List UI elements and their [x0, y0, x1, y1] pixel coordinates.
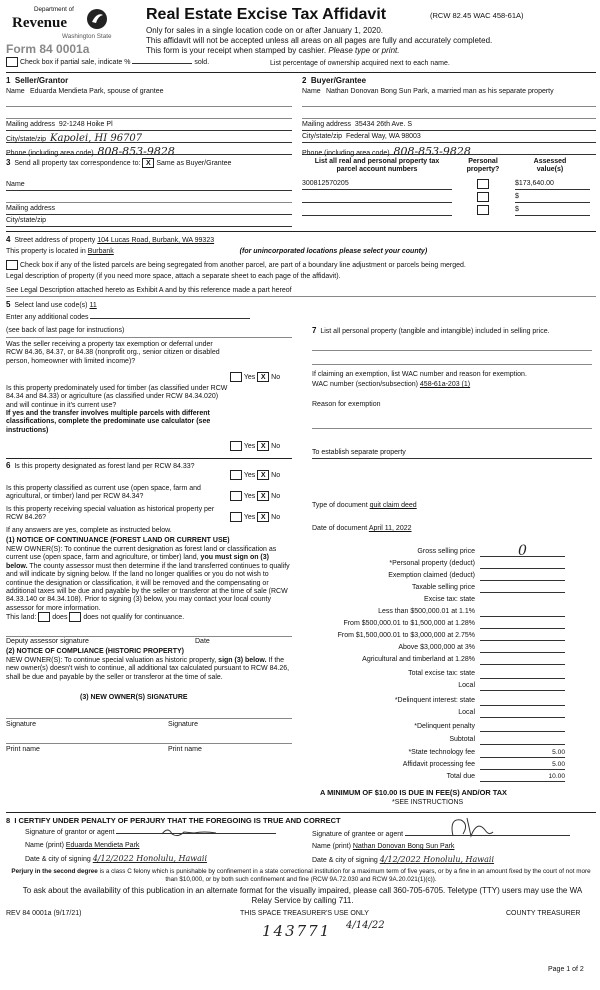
sec4-segregated: Check box if any of the listed parcels are being segregated from another parcel, are part of a boundary line adjustment or parcels being merged. [6, 260, 596, 270]
owner-signature-2[interactable]: Signature [168, 721, 198, 728]
does-checkbox[interactable] [38, 612, 50, 622]
sec5-code: 5 Select land use code(s) 11 [6, 300, 97, 309]
sec6-q2-yn: Yes X No [230, 491, 280, 501]
grantor-signature-mark [160, 826, 220, 838]
sec3-city[interactable]: City/state/zip [6, 217, 292, 227]
treasurer-stamp: 143771 [262, 922, 332, 940]
doc-date: Date of document April 11, 2022 [312, 525, 412, 532]
notice-1-heading: (1) NOTICE OF CONTINUANCE (FOREST LAND OR CURRENT USE) [6, 537, 230, 544]
form-rcw: (RCW 82.45 WAC 458-61A) [430, 11, 524, 20]
historic-no-checkbox[interactable]: X [257, 512, 269, 522]
sec7-exempt: If claiming an exemption, list WAC number and reason for exemption. [312, 371, 527, 378]
doc-date-value[interactable]: April 11, 2022 [368, 525, 412, 532]
seller-heading: 1 Seller/Grantor [6, 76, 69, 85]
fee-tier-3-val[interactable] [480, 632, 565, 641]
owner-print-1[interactable]: Print name [6, 746, 40, 753]
q1-no-checkbox[interactable]: X [257, 372, 269, 382]
fee-tier-2: From $500,000.01 to $1,500,000 at 1.28% [343, 620, 475, 627]
personal-header: Personal property? [466, 158, 500, 174]
page-number: Page 1 of 2 [548, 966, 584, 973]
sec5-see: (see back of last page for instructions) [6, 327, 125, 334]
seller-phone: Phone (including area code) 808-853-9828 [6, 145, 292, 155]
sec4-located: This property is located in Burbank (for unincorporated locations please select your county) [6, 248, 428, 255]
fee-exemption-val[interactable] [480, 572, 565, 581]
fee-tier-5: Agricultural and timberland at 1.28% [362, 656, 475, 663]
q2-no-checkbox[interactable]: X [257, 441, 269, 451]
revenue-swoosh-icon [86, 8, 108, 30]
fee-total-val[interactable]: 10.00 [480, 773, 565, 782]
fee-total-state-val[interactable] [480, 670, 565, 679]
sec6-q3: Is this property receiving special valuation as historical property per RCW 84.26? [6, 506, 215, 522]
fee-tech-val[interactable]: 5.00 [480, 749, 565, 758]
owner-signature-1[interactable]: Signature [6, 721, 36, 728]
deputy-signature-label[interactable]: Deputy assessor signature [6, 638, 89, 645]
assessed-value[interactable]: $173,640.00 [515, 180, 590, 190]
sec7-wac: WAC number (section/subsection) 458-61a-203 (1) [312, 381, 471, 388]
partial-sale: Check box if partial sale, indicate % sold. [6, 57, 209, 67]
current-use-yes-checkbox[interactable] [230, 491, 242, 501]
form-number: Form 84 0001a [6, 42, 90, 56]
exemption-reason[interactable]: To establish separate property [312, 449, 592, 459]
fee-personal-val[interactable] [480, 560, 565, 569]
form-title: Real Estate Excise Tax Affidavit [146, 6, 387, 23]
grantee-date-value[interactable]: 4/12/2022 Honolulu, Hawaii [379, 855, 495, 864]
grantee-signature: Signature of grantee or agent [312, 831, 570, 839]
buyer-heading: 2 Buyer/Grantee [302, 76, 367, 85]
certify-heading: 8 I CERTIFY UNDER PENALTY OF PERJURY THAT THE FOREGOING IS TRUE AND CORRECT [6, 816, 341, 825]
segregated-checkbox[interactable] [6, 260, 18, 270]
fee-tier-4-val[interactable] [480, 644, 565, 653]
logo-state: Washington State [62, 33, 112, 40]
notice-1-text: NEW OWNER(S): To continue the current designation as forest land or classification as current use (open space, farm and agriculture, or timber) land, you must sign on (3) below. The county assessor must then determine if the land transferred continues to qualify and will indicate by signing below. If the land no longer qualifies or you do not wish to continue the designation or classification, it will be removed and the compensating or additional taxes will be due and payable by the seller or transferor at the time of sale (RCW 84.33.140 or 84.34.108). Prior to signing (3) below, you may contact your local county assessor for more information. [6, 546, 290, 612]
wac-number[interactable]: 458-61a-203 (1) [419, 381, 471, 388]
grantor-signature: Signature of grantor or agent [25, 829, 276, 837]
fee-excise-state: Excise tax: state [424, 596, 475, 603]
fee-personal: *Personal property (deduct) [389, 560, 475, 567]
fee-tier-2-val[interactable] [480, 620, 565, 629]
buyer-phone: Phone (including area code) 808-853-9828 [302, 145, 596, 155]
list-percentage: List percentage of ownership acquired next to each name. [270, 60, 450, 67]
land-use-code[interactable]: 11 [89, 302, 97, 309]
fee-subtotal-val[interactable] [480, 736, 565, 745]
notice-2-text: NEW OWNER(S): To continue special valuation as historic property, sign (3) below. If the new owner(s) doesn't wish to continue, all additional tax calculated pursuant to RCW 84.26, shall be due and payable by the seller or transferor at the time of sale. [6, 657, 290, 681]
seller-name[interactable]: Eduarda Mendieta Park, spouse of grantee [30, 88, 164, 95]
buyer-phone-value[interactable]: 808-853-9828 [393, 145, 471, 158]
forest-no-checkbox[interactable]: X [257, 470, 269, 480]
sec7-personal: 7 List all personal property (tangible and intangible) included in selling price. [312, 326, 550, 335]
fee-local-val[interactable] [480, 682, 565, 691]
fee-local: Local [458, 682, 475, 689]
sec6-q2: Is this property classified as current use (open space, farm and agricultural, or timber) land per RCW 84.34? [6, 485, 201, 501]
fee-local-2-val[interactable] [480, 709, 565, 718]
sec5-q2b: If yes and the transfer involves multiple parcels with different classifications, complete the predominate use calculator (see instructions) [6, 410, 211, 434]
grantee-name: Name (print) Nathan Donovan Bong Sun Park [312, 843, 518, 851]
land-qualify: This land: does does not qualify for continuance. [6, 613, 185, 621]
fee-local-2: Local [458, 709, 475, 716]
sec6-q1: 6 Is this property designated as forest land per RCW 84.33? [6, 461, 195, 470]
q1-yes-checkbox[interactable] [230, 372, 242, 382]
street-address[interactable]: 104 Lucas Road, Burbank, WA 99323 [97, 237, 215, 244]
sec5-q1-yn: Yes X No [230, 372, 280, 382]
buyer-mail-value[interactable]: 35434 26th Ave. S [354, 121, 413, 128]
grantor-date: Date & city of signing 4/12/2022 Honolulu, Hawaii [25, 854, 263, 864]
seller-city: City/state/zip Kapolei, HI 96707 [6, 133, 292, 143]
logo-revenue: Revenue [12, 15, 67, 31]
fee-tier-3: From $1,500,000.01 to $3,000,000 at 2.75% [337, 632, 475, 639]
fee-exemption: Exemption claimed (deduct) [388, 572, 475, 579]
parcel-header: List all real and personal property tax parcel account numbers [314, 158, 440, 174]
historic-yes-checkbox[interactable] [230, 512, 242, 522]
buyer-name[interactable]: Nathan Donovan Bong Sun Park, a married man as his separate property [326, 88, 554, 95]
treasurer-use: THIS SPACE TREASURER'S USE ONLY [240, 910, 369, 917]
assessed-value-2[interactable]: $ [515, 193, 590, 203]
forest-yes-checkbox[interactable] [230, 470, 242, 480]
fee-gross-val[interactable]: 0 [480, 546, 565, 557]
see-instructions: *SEE INSTRUCTIONS [392, 799, 464, 806]
q2-yes-checkbox[interactable] [230, 441, 242, 451]
sec7-reason-label: Reason for exemption [312, 401, 381, 408]
fee-taxable: Taxable selling price [411, 584, 475, 591]
fee-proc-val[interactable]: 5.00 [480, 761, 565, 770]
assessed-value-3[interactable]: $ [515, 206, 590, 216]
sec6-q3-yn: Yes X No [230, 512, 280, 522]
sec6-q1-yn: Yes X No [230, 470, 280, 480]
buyer-city: City/state/zip Federal Way, WA 98003 [302, 133, 596, 143]
sec5-q2-yn: Yes X No [230, 441, 280, 451]
grantor-name: Name (print) Eduarda Mendieta Park [25, 842, 224, 850]
sec6-ifany: If any answers are yes, complete as instructed below. [6, 527, 172, 534]
buyer-mailing: Mailing address 35434 26th Ave. S [302, 121, 596, 131]
parcel-row-2 [302, 193, 452, 203]
fee-proc: Affidavit processing fee [402, 761, 475, 768]
grantee-signature-mark [445, 814, 495, 840]
fee-tier-5-val[interactable] [480, 656, 565, 665]
fee-penalty-val[interactable] [480, 723, 565, 732]
fee-total: Total due [446, 773, 475, 780]
section-3: 3 Send all property tax correspondence to: X Same as Buyer/Grantee [6, 158, 232, 168]
sec3-mailing[interactable]: Mailing address [6, 205, 292, 215]
seller-mail-value[interactable]: 92-1248 Hoike Pl [58, 121, 113, 128]
sec5-q1: Was the seller receiving a property tax exemption or deferral under RCW 84.36, 84.37, or 84.38 (nonprofit org., senior citizen or disabled person, homeowner with limited income)? [6, 341, 220, 365]
header-line-1: Only for sales in a single location code on or after January 1, 2020. [146, 26, 384, 35]
header-line-2: This affidavit will not be accepted unless all areas on all pages are fully and accurately completed. [146, 36, 493, 45]
owner-print-2[interactable]: Print name [168, 746, 202, 753]
personal-checkbox-2[interactable] [477, 192, 489, 202]
buyer-city-value[interactable]: Federal Way, WA 98003 [345, 133, 421, 140]
notice-2-heading: (2) NOTICE OF COMPLIANCE (HISTORIC PROPERTY) [6, 648, 184, 655]
fee-tier-1: Less than $500,000.01 at 1.1% [378, 608, 475, 615]
assessed-header: Assessed value(s) [533, 158, 567, 174]
fee-tech: *State technology fee [408, 749, 475, 756]
does-not-checkbox[interactable] [69, 612, 81, 622]
legal-description-label: Legal description of property (if you need more space, attach a separate sheet to each page of the affidavit). [6, 273, 341, 280]
grantor-name-value[interactable]: Eduarda Mendieta Park [65, 842, 140, 849]
located-in[interactable]: Burbank [87, 248, 114, 255]
grantee-date: Date & city of signing 4/12/2022 Honolulu, Hawaii [312, 855, 580, 865]
fee-taxable-val[interactable] [480, 584, 565, 593]
fee-interest: *Delinquent interest: state [394, 697, 475, 704]
notice-3-heading: (3) NEW OWNER(S) SIGNATURE [80, 694, 188, 701]
fee-penalty: *Delinquent penalty [414, 723, 475, 730]
fee-subtotal: Subtotal [449, 736, 475, 743]
current-use-no-checkbox[interactable]: X [257, 491, 269, 501]
sec5-add: Enter any additional codes [6, 314, 250, 322]
grantor-date-value[interactable]: 4/12/2022 Honolulu, Hawaii [92, 854, 208, 863]
legal-description[interactable]: See Legal Description attached hereto as Exhibit A and by this reference made a part hereof [6, 287, 292, 294]
fee-tier-4: Above $3,000,000 at 3% [398, 644, 475, 651]
fee-tier-1-val[interactable] [480, 608, 565, 617]
seller-city-value[interactable]: Kapolei, HI 96707 [49, 133, 143, 144]
alternate-format: To ask about the availability of this publication in an alternate format for the visually impaired, please call 360-705-6705. Teletype (TTY) users may use the WA Relay Service by calling 711. [22, 886, 583, 905]
same-as-buyer-checkbox[interactable]: X [142, 158, 154, 168]
deputy-date-label[interactable]: Date [195, 638, 210, 645]
fee-gross: Gross selling price [417, 548, 475, 555]
county-treasurer: COUNTY TREASURER [506, 910, 581, 917]
doc-type-value[interactable]: quit claim deed [369, 502, 417, 509]
fee-total-state: Total excise tax: state [408, 670, 475, 677]
logo-dept: Department of [34, 6, 74, 13]
header-line-3: This form is your receipt when stamped by cashier. Please type or print. [146, 46, 400, 55]
parcel-number[interactable]: 300812570205 [302, 180, 452, 190]
sec4-street: 4 Street address of property 104 Lucas Road, Burbank, WA 99323 [6, 235, 215, 244]
seller-phone-value[interactable]: 808-853-9828 [97, 145, 175, 158]
parcel-row-3 [302, 206, 452, 216]
personal-checkbox-1[interactable] [477, 179, 489, 189]
rev-number: REV 84 0001a (9/17/21) [6, 910, 82, 917]
buyer-name-label: Name [302, 88, 321, 95]
sec5-q2a: Is this property predominately used for timber (as classified under RCW 84.34 and 84.33) or agriculture (as classified under RCW 84.34.020) and will continue in it's current use? [6, 385, 228, 409]
perjury-notice: Perjury in the second degree is a class C felony which is punishable by confinement in a state correctional institution for a maximum term of five years, or by a fine in an amount fixed by the court of not more than $10,000, or by both such confinement and fine (RCW 9A.72.030 and RCW 9A.20.021(1)(c)). [11, 868, 591, 883]
sec3-name[interactable]: Name [6, 181, 292, 191]
personal-checkbox-3[interactable] [477, 205, 489, 215]
doc-type: Type of document quit claim deed [312, 502, 417, 509]
treasurer-date: 4/14/22 [346, 920, 385, 931]
seller-name-label: Name [6, 88, 25, 95]
partial-sale-checkbox[interactable] [6, 57, 18, 67]
minimum-due: A MINIMUM OF $10.00 IS DUE IN FEE(S) AND/OR TAX [320, 788, 507, 797]
seller-mailing: Mailing address 92-1248 Hoike Pl [6, 121, 292, 131]
fee-interest-val[interactable] [480, 697, 565, 706]
grantee-name-value[interactable]: Nathan Donovan Bong Sun Park [352, 843, 455, 850]
